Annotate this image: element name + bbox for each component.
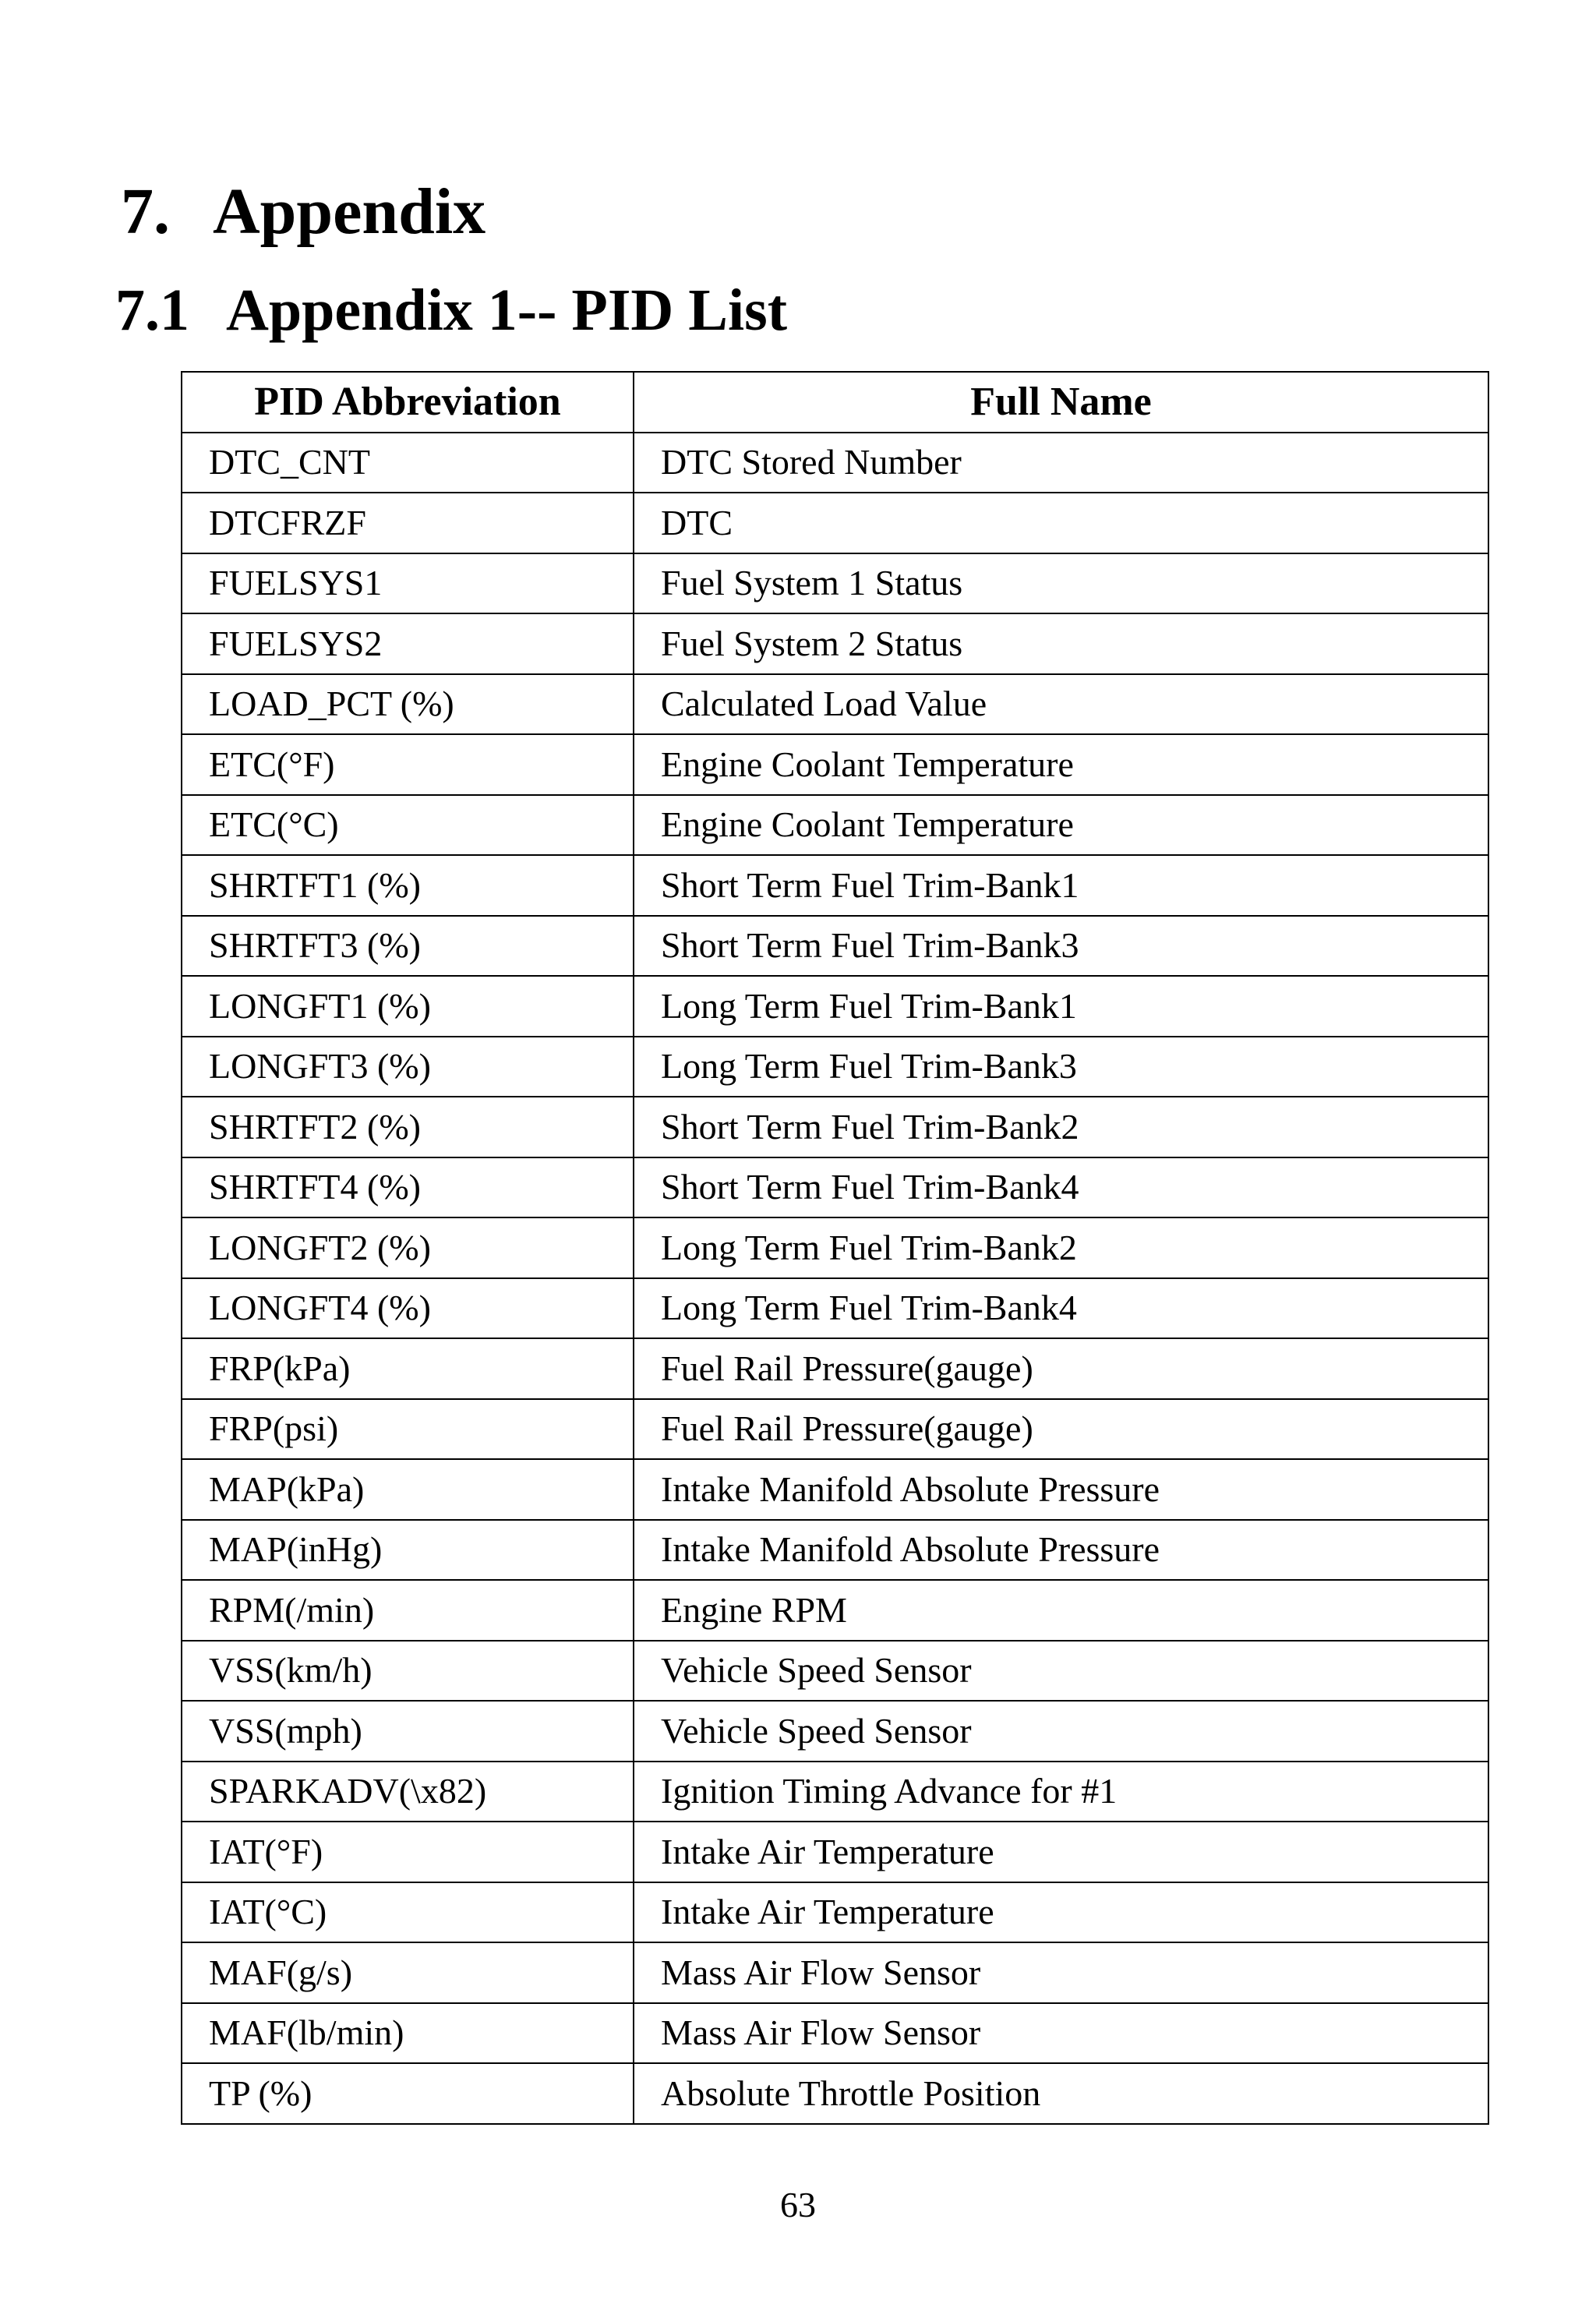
- table-header-row: [182, 372, 1488, 433]
- full-name-cell: Intake Manifold Absolute Pressure: [634, 1520, 1488, 1581]
- full-name-cell: Mass Air Flow Sensor: [634, 1942, 1488, 2003]
- table-row: [182, 553, 1488, 614]
- full-name-cell: Fuel Rail Pressure(gauge): [634, 1399, 1488, 1460]
- pid-abbreviation-cell: LONGFT1 (%): [182, 976, 634, 1037]
- section-title: Appendix 1-- PID List: [226, 277, 787, 343]
- full-name-cell: Short Term Fuel Trim-Bank3: [634, 916, 1488, 977]
- table-row: [182, 1942, 1488, 2003]
- pid-abbreviation-cell: MAP(inHg): [182, 1520, 634, 1581]
- pid-abbreviation-cell: SPARKADV(\x82): [182, 1762, 634, 1822]
- full-name-cell: Fuel System 1 Status: [634, 553, 1488, 614]
- table-body: [182, 433, 1488, 2124]
- pid-abbreviation-cell: FRP(kPa): [182, 1338, 634, 1399]
- chapter-number: 7.: [121, 175, 170, 248]
- table-row: [182, 1097, 1488, 1157]
- column-header-abbreviation: PID Abbreviation: [182, 372, 634, 433]
- table-row: [182, 1157, 1488, 1218]
- full-name-cell: Long Term Fuel Trim-Bank4: [634, 1278, 1488, 1339]
- table-row: [182, 1037, 1488, 1097]
- full-name-cell: Absolute Throttle Position: [634, 2063, 1488, 2124]
- page-number: 63: [780, 2185, 816, 2225]
- full-name-cell: Fuel Rail Pressure(gauge): [634, 1338, 1488, 1399]
- table-row: [182, 1822, 1488, 1882]
- full-name-cell: Calculated Load Value: [634, 674, 1488, 735]
- table-row: [182, 734, 1488, 795]
- pid-abbreviation-cell: MAF(g/s): [182, 1942, 634, 2003]
- column-header-full-name: Full Name: [634, 372, 1488, 433]
- table-row: [182, 795, 1488, 856]
- pid-abbreviation-cell: VSS(km/h): [182, 1641, 634, 1702]
- pid-abbreviation-cell: LONGFT3 (%): [182, 1037, 634, 1097]
- section-number: 7.1: [115, 277, 189, 343]
- full-name-cell: Engine RPM: [634, 1580, 1488, 1641]
- table-row: [182, 1762, 1488, 1822]
- pid-abbreviation-cell: FRP(psi): [182, 1399, 634, 1460]
- chapter-title: Appendix: [213, 175, 486, 248]
- pid-abbreviation-cell: ETC(°F): [182, 734, 634, 795]
- full-name-cell: Intake Manifold Absolute Pressure: [634, 1459, 1488, 1520]
- pid-abbreviation-cell: VSS(mph): [182, 1701, 634, 1762]
- full-name-cell: Engine Coolant Temperature: [634, 734, 1488, 795]
- table-row: [182, 433, 1488, 493]
- pid-abbreviation-cell: FUELSYS2: [182, 613, 634, 674]
- pid-abbreviation-cell: SHRTFT2 (%): [182, 1097, 634, 1157]
- pid-abbreviation-cell: SHRTFT1 (%): [182, 855, 634, 916]
- table-row: [182, 674, 1488, 735]
- pid-abbreviation-cell: ETC(°C): [182, 795, 634, 856]
- pid-abbreviation-cell: SHRTFT3 (%): [182, 916, 634, 977]
- table-row: [182, 1580, 1488, 1641]
- pid-abbreviation-cell: MAP(kPa): [182, 1459, 634, 1520]
- table-row: [182, 493, 1488, 553]
- table-row: [182, 1399, 1488, 1460]
- pid-abbreviation-cell: DTCFRZF: [182, 493, 634, 553]
- full-name-cell: Fuel System 2 Status: [634, 613, 1488, 674]
- pid-abbreviation-cell: LONGFT2 (%): [182, 1217, 634, 1278]
- pid-abbreviation-cell: IAT(°F): [182, 1822, 634, 1882]
- pid-abbreviation-cell: LONGFT4 (%): [182, 1278, 634, 1339]
- full-name-cell: Intake Air Temperature: [634, 1822, 1488, 1882]
- full-name-cell: Vehicle Speed Sensor: [634, 1701, 1488, 1762]
- table-row: [182, 976, 1488, 1037]
- pid-abbreviation-cell: MAF(lb/min): [182, 2003, 634, 2064]
- pid-abbreviation-cell: DTC_CNT: [182, 433, 634, 493]
- pid-abbreviation-cell: FUELSYS1: [182, 553, 634, 614]
- table-row: [182, 1459, 1488, 1520]
- pid-abbreviation-cell: IAT(°C): [182, 1882, 634, 1943]
- full-name-cell: Mass Air Flow Sensor: [634, 2003, 1488, 2064]
- pid-abbreviation-cell: SHRTFT4 (%): [182, 1157, 634, 1218]
- full-name-cell: Short Term Fuel Trim-Bank4: [634, 1157, 1488, 1218]
- table-row: [182, 1882, 1488, 1943]
- full-name-cell: Short Term Fuel Trim-Bank2: [634, 1097, 1488, 1157]
- full-name-cell: DTC: [634, 493, 1488, 553]
- table-row: [182, 1217, 1488, 1278]
- section-heading: [115, 274, 787, 346]
- full-name-cell: Engine Coolant Temperature: [634, 795, 1488, 856]
- table-row: [182, 2003, 1488, 2064]
- chapter-heading: [121, 173, 486, 251]
- table-row: [182, 916, 1488, 977]
- full-name-cell: DTC Stored Number: [634, 433, 1488, 493]
- full-name-cell: Long Term Fuel Trim-Bank2: [634, 1217, 1488, 1278]
- table-row: [182, 1641, 1488, 1702]
- full-name-cell: Short Term Fuel Trim-Bank1: [634, 855, 1488, 916]
- full-name-cell: Ignition Timing Advance for #1: [634, 1762, 1488, 1822]
- pid-abbreviation-cell: LOAD_PCT (%): [182, 674, 634, 735]
- table-row: [182, 1701, 1488, 1762]
- full-name-cell: Intake Air Temperature: [634, 1882, 1488, 1943]
- table-row: [182, 2063, 1488, 2124]
- table-row: [182, 613, 1488, 674]
- table-row: [182, 855, 1488, 916]
- pid-table: [181, 371, 1489, 2125]
- table-row: [182, 1520, 1488, 1581]
- full-name-cell: Long Term Fuel Trim-Bank3: [634, 1037, 1488, 1097]
- table-row: [182, 1278, 1488, 1339]
- pid-abbreviation-cell: TP (%): [182, 2063, 634, 2124]
- table-row: [182, 1338, 1488, 1399]
- pid-abbreviation-cell: RPM(/min): [182, 1580, 634, 1641]
- full-name-cell: Long Term Fuel Trim-Bank1: [634, 976, 1488, 1037]
- full-name-cell: Vehicle Speed Sensor: [634, 1641, 1488, 1702]
